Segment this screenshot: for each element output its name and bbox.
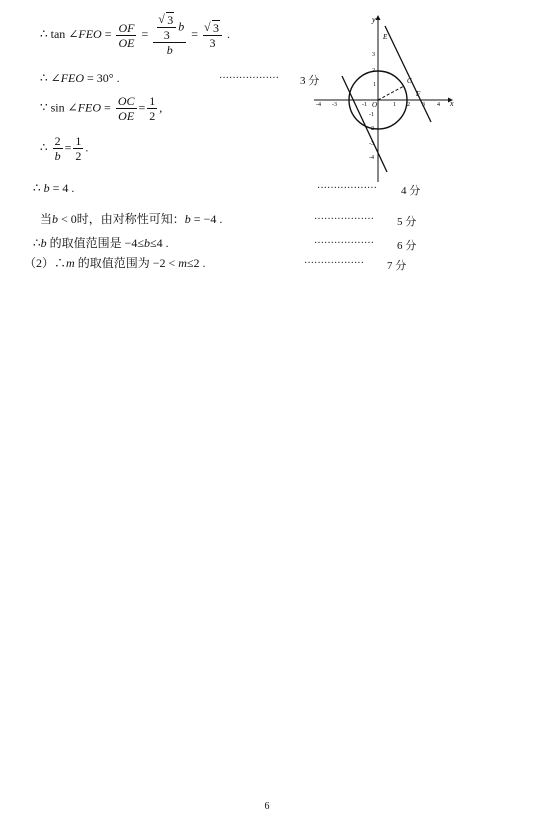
- equals-neg4: = −4 .: [190, 212, 223, 226]
- inner-num: [157, 14, 176, 28]
- y-tick-label: -1: [369, 112, 374, 118]
- equals: =: [141, 26, 149, 41]
- range-end: ≤2 .: [186, 256, 206, 270]
- x-tick-label: -4: [316, 102, 321, 108]
- denominator-oe: OE: [118, 109, 135, 123]
- x-tick-label: 2: [407, 102, 410, 108]
- period: .: [85, 140, 89, 155]
- text-when: 当: [40, 212, 53, 226]
- therefore-symbol: ∴: [33, 236, 41, 250]
- fraction-of-oe: [116, 22, 136, 49]
- den-2: 2: [75, 149, 82, 163]
- range-end: ≤4 .: [150, 236, 169, 250]
- symmetry-text: < 0时，由对称性可知：: [58, 212, 185, 226]
- dots-leader-3: ··················: [219, 73, 279, 84]
- var-b: b: [43, 181, 50, 195]
- num-1: 1: [75, 134, 82, 148]
- den-b: b: [54, 149, 61, 163]
- score-4: 4 分: [401, 185, 421, 197]
- line-sin-feo: ∵ sin ∠FEO = $\frac{OC}{OE}$ = $\frac{1}{2}$ ,: [40, 94, 163, 123]
- inner-den: 3: [163, 28, 170, 42]
- var-b: b: [144, 236, 150, 250]
- line-m-range: [24, 257, 206, 269]
- num-2: 2: [54, 134, 61, 148]
- fraction-1-2: [73, 135, 83, 162]
- y-tick-label: -3: [369, 141, 374, 147]
- coordinate-figure: [312, 10, 462, 185]
- fraction-2-b: [53, 135, 63, 162]
- y-axis-label: y: [372, 15, 376, 24]
- inner-fraction: [157, 14, 176, 41]
- line-b-equals-4: [33, 182, 74, 194]
- num-sqrt3: [203, 22, 222, 36]
- x-axis-label: x: [450, 99, 454, 108]
- sqrt-sign: [205, 22, 220, 34]
- den-3: 3: [209, 35, 216, 50]
- range-text: 的取值范围是 −4≤: [46, 236, 144, 250]
- point-e-label: E: [383, 33, 388, 41]
- equals: =: [191, 26, 199, 41]
- therefore-symbol: ∴: [40, 71, 51, 85]
- equals: =: [104, 26, 112, 41]
- var-m: m: [178, 256, 187, 270]
- den-2: 2: [149, 109, 156, 123]
- y-tick-label: -4: [369, 155, 374, 161]
- x-tick-label: 1: [393, 102, 396, 108]
- line-b-negative: [40, 213, 222, 225]
- radicand: 3: [213, 20, 220, 35]
- point-c-label: C: [407, 77, 412, 85]
- page-number: 6: [264, 801, 270, 812]
- x-tick-label: -1: [362, 102, 367, 108]
- numerator-sqrt3-3-b: [153, 14, 186, 43]
- numerator-oc: OC: [117, 94, 135, 108]
- sin-text: sin: [50, 100, 68, 115]
- denominator-b: b: [166, 43, 173, 57]
- equals: =: [101, 100, 111, 115]
- score-6: 6 分: [397, 240, 417, 252]
- angle-feo: ∠FEO: [68, 26, 102, 41]
- score-5: 5 分: [397, 216, 417, 228]
- segment-oc: [378, 86, 404, 100]
- period: .: [227, 26, 231, 41]
- y-tick-label: 3: [372, 52, 375, 58]
- score-3: 3 分: [300, 75, 320, 87]
- range-text: 的取值范围为 −2 <: [74, 256, 179, 270]
- x-tick-label: -3: [332, 102, 337, 108]
- numerator-of: OF: [118, 20, 135, 35]
- fraction-sqrt3-over-3: [203, 22, 222, 49]
- var-b: b: [178, 19, 185, 34]
- var-m: m: [66, 256, 75, 270]
- angle-feo: ∠FEO: [67, 100, 102, 115]
- therefore-symbol: ∴: [33, 181, 44, 195]
- part-2-label: （2）∴: [24, 256, 67, 270]
- y-axis-arrow: [376, 15, 381, 20]
- therefore-symbol: ∴: [40, 26, 48, 41]
- origin-label: O: [372, 101, 378, 109]
- tan-text: tan: [50, 26, 66, 41]
- x-tick-label: 3: [422, 102, 425, 108]
- dots-leader-5: ··················: [314, 214, 374, 225]
- fraction-sqrt3b-over-b: [153, 14, 186, 56]
- radicand: 3: [167, 13, 174, 27]
- fraction-oc-oe: [116, 95, 137, 122]
- y-tick-label: -2: [369, 126, 374, 132]
- line-b-range: [33, 237, 169, 249]
- line-angle-30: [40, 72, 120, 84]
- dots-leader-4: ··················: [317, 183, 377, 194]
- dots-leader-6: ··················: [314, 238, 374, 249]
- equals-30: = 30°: [84, 71, 114, 85]
- y-tick-label: 1: [373, 82, 376, 88]
- angle-feo: ∠FEO: [50, 71, 85, 85]
- var-b: b: [184, 212, 191, 226]
- num-1: 1: [149, 94, 156, 108]
- fraction-one-half: [147, 95, 157, 122]
- dots-leader-7: ··················: [304, 258, 364, 269]
- score-7: 7 分: [387, 260, 407, 272]
- therefore-symbol: ∴: [40, 140, 51, 155]
- because-symbol: ∵: [40, 100, 51, 115]
- tangent-line-left: [342, 76, 387, 172]
- comma: ,: [159, 100, 163, 115]
- var-b: b: [52, 212, 59, 226]
- period: .: [113, 71, 120, 85]
- line-2-over-b: ∴ $\frac{2}{b}$ = $\frac{1}{2}$ .: [40, 134, 89, 163]
- denominator-oe: OE: [118, 35, 135, 50]
- point-f-label: F: [416, 90, 421, 98]
- equals-4: = 4 .: [49, 181, 75, 195]
- line-tan-feo: [40, 14, 230, 56]
- sqrt-sign: [159, 14, 174, 26]
- y-tick-label: 2: [372, 68, 375, 74]
- var-b: b: [40, 236, 47, 250]
- x-tick-label: 4: [437, 102, 440, 108]
